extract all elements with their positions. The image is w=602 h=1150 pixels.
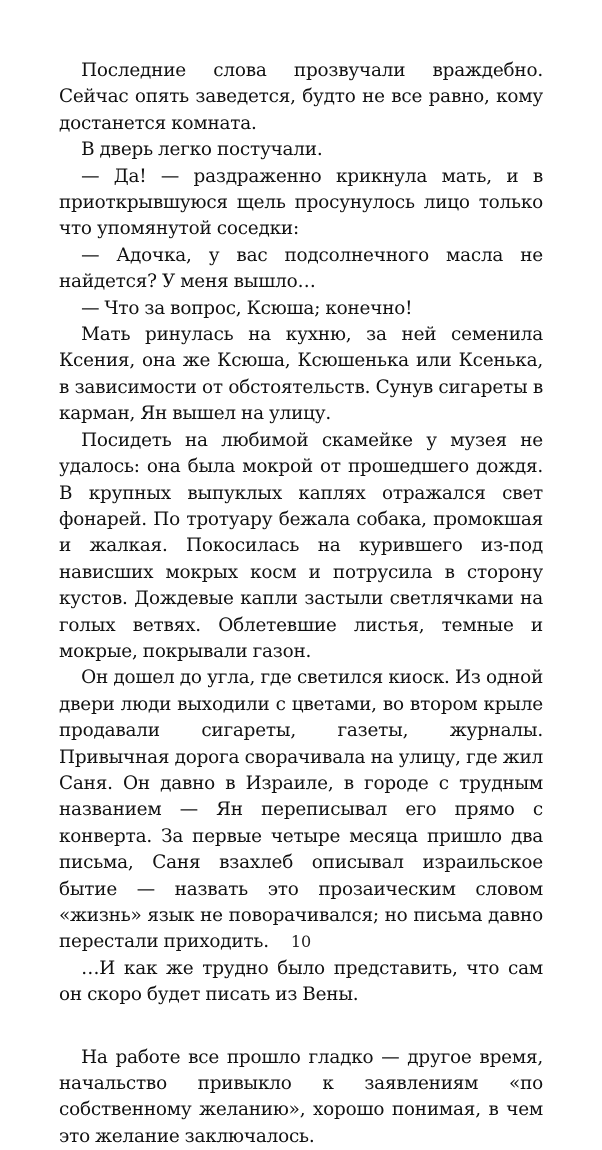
paragraph-6: Мать ринулась на кухню, за ней семенила Ксения, она же Ксюша, Ксюшенька или Ксенька, в зависимости от обстоятельств. Сунув сигареты в карман, Ян вышел на улицу. [59,324,543,425]
paragraph-5: — Что за вопрос, Ксюша; конечно! [81,297,413,319]
paragraph-1: Последние слова прозвучали враждебно. Сейчас опять заведется, будто не все равно, кому достанется комната. [59,60,543,134]
body-text [59,58,543,1150]
paragraph-8: Он дошел до угла, где светился киоск. Из одной двери люди выходили с цветами, во втором крыле продавали сигареты, газеты, журналы. Привычная дорога сворачивала на улицу, где жил Саня. Он давно в Израиле, в городе с трудным названием — Ян переписывал его прямо с конверта. За первые четыре месяца пришло два письма, Саня взахлеб описывал израильское бытие — назвать это прозаическим словом «жизнь» язык не поворачивался; но письма давно перестали приходить. [59,667,543,953]
page-number: 10 [290,932,312,951]
book-page [59,58,543,1147]
paragraph-2: В дверь легко постучали. [81,139,323,161]
paragraph-10: На работе все прошло гладко — другое время, начальство привыкло к заявлениям «по собственному желанию», хорошо понимая, в чем это желание заключалось. [59,1046,543,1147]
paragraph-7: Посидеть на любимой скамейке у музея не удалось: она была мокрой от прошедшего дождя. В крупных выпуклых каплях отражался свет фонарей. По тротуару бежала собака, промокшая и жалкая. Покосилась на курившего из-под нависших мокрых косм и потрусила в сторону кустов. Дождевые капли застыли светлячками на голых ветвях. Облетевшие листья, темные и мокрые, покрывали газон. [59,429,543,662]
paragraph-9: …И как же трудно было представить, что сам он скоро будет писать из Вены. [59,957,543,1006]
section-break [59,1009,543,1045]
paragraph-3: — Да! — раздраженно крикнула мать, и в приоткрывшуюся щель просунулось лицо только что упомянутой соседки: [59,165,543,240]
paragraph-4: — Адочка, у вас подсолнечного масла не найдется? У меня вышло… [59,244,543,293]
